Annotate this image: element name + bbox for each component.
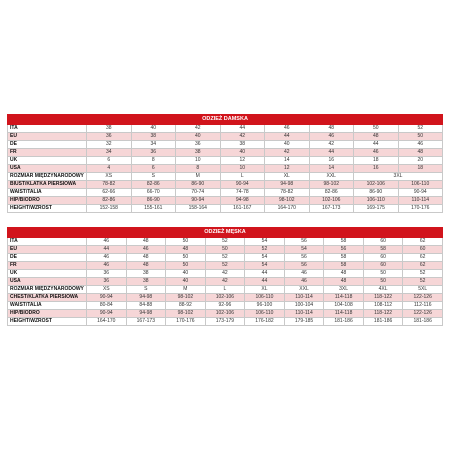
table-cell: 38	[220, 141, 265, 149]
table-cell: L	[205, 286, 245, 294]
womens-header-row	[8, 115, 443, 125]
table-cell: 48	[126, 238, 166, 246]
table-cell: 170-176	[166, 318, 206, 326]
table-cell: 46	[309, 133, 354, 141]
table-cell: 5XL	[403, 286, 443, 294]
table-cell: 86-90	[131, 197, 176, 205]
table-cell: 48	[309, 125, 354, 133]
table-cell: 42	[176, 125, 221, 133]
table-cell: 176-182	[245, 318, 285, 326]
row-label: FR	[8, 262, 87, 270]
table-cell: 56	[284, 262, 324, 270]
table-cell: 20	[398, 157, 443, 165]
table-cell: 62-66	[87, 189, 132, 197]
table-cell: 42	[265, 149, 310, 157]
table-cell: 8	[176, 165, 221, 173]
table-cell: 8	[131, 157, 176, 165]
table-cell: 14	[309, 165, 354, 173]
table-cell: 100-104	[284, 302, 324, 310]
row-label: UK	[8, 270, 87, 278]
table-cell: 46	[354, 149, 399, 157]
table-cell: 10	[220, 165, 265, 173]
table-cell: 98-102	[166, 310, 206, 318]
mens-size-table	[7, 227, 443, 326]
table-cell: 62	[403, 262, 443, 270]
row-label: DE	[8, 254, 87, 262]
table-cell: 102-106	[309, 197, 354, 205]
table-cell: 36	[87, 278, 127, 286]
table-cell: 90-94	[176, 197, 221, 205]
row-label: UK	[8, 157, 87, 165]
table-row	[8, 246, 443, 254]
table-cell: 155-161	[131, 205, 176, 213]
table-cell: 40	[166, 278, 206, 286]
table-cell: 16	[354, 165, 399, 173]
table-cell: 52	[205, 262, 245, 270]
table-cell: 46	[398, 141, 443, 149]
table-cell: 80-84	[87, 302, 127, 310]
table-row	[8, 173, 443, 181]
table-cell: 112-116	[403, 302, 443, 310]
table-cell: 50	[166, 254, 206, 262]
table-cell: 38	[131, 133, 176, 141]
table-cell: 44	[245, 270, 285, 278]
table-cell: 108-112	[363, 302, 403, 310]
table-cell: 52	[403, 278, 443, 286]
table-cell: 94-98	[126, 294, 166, 302]
table-cell: 58	[363, 246, 403, 254]
table-cell: 161-167	[220, 205, 265, 213]
row-label: ITA	[8, 125, 87, 133]
table-cell: 4XL	[363, 286, 403, 294]
table-cell: XL	[265, 173, 310, 181]
table-cell: L	[220, 173, 265, 181]
table-cell: 86-90	[176, 181, 221, 189]
table-cell: 10	[176, 157, 221, 165]
table-cell: 86-90	[354, 189, 399, 197]
table-cell: 90-94	[87, 310, 127, 318]
table-cell: 114-118	[324, 294, 364, 302]
table-cell: 152-158	[87, 205, 132, 213]
table-cell: 56	[284, 238, 324, 246]
table-cell: 164-170	[265, 205, 310, 213]
table-cell: 110-114	[398, 197, 443, 205]
table-cell: 173-179	[205, 318, 245, 326]
table-cell: 58	[324, 238, 364, 246]
table-cell: 40	[176, 133, 221, 141]
table-cell: 169-175	[354, 205, 399, 213]
table-cell: 52	[205, 238, 245, 246]
table-cell: 94-98	[220, 197, 265, 205]
table-row	[8, 149, 443, 157]
table-cell: 46	[126, 246, 166, 254]
table-cell: 48	[398, 149, 443, 157]
row-label: EU	[8, 133, 87, 141]
table-cell: 32	[87, 141, 132, 149]
table-cell: 70-74	[176, 189, 221, 197]
table-cell: 74-78	[220, 189, 265, 197]
table-cell: 54	[245, 254, 285, 262]
table-row	[8, 189, 443, 197]
table-cell: 38	[87, 125, 132, 133]
table-cell: 38	[176, 149, 221, 157]
table-cell: XL	[245, 286, 285, 294]
table-cell: 42	[309, 141, 354, 149]
table-cell: 48	[126, 254, 166, 262]
table-cell: 50	[205, 246, 245, 254]
table-cell: 52	[245, 246, 285, 254]
table-cell: 44	[220, 125, 265, 133]
table-cell: 52	[205, 254, 245, 262]
table-cell: 14	[265, 157, 310, 165]
table-cell: 50	[398, 133, 443, 141]
row-label: FR	[8, 149, 87, 157]
table-cell: 6	[87, 157, 132, 165]
table-row	[8, 302, 443, 310]
table-cell: 44	[245, 278, 285, 286]
table-cell: 60	[363, 238, 403, 246]
table-cell: 56	[324, 246, 364, 254]
table-row	[8, 238, 443, 246]
table-cell: 50	[166, 238, 206, 246]
table-row	[8, 197, 443, 205]
table-cell: 54	[284, 246, 324, 254]
row-label: HEIGHT/WZROST	[8, 205, 87, 213]
table-cell: 118-122	[363, 294, 403, 302]
table-cell: 62	[403, 254, 443, 262]
table-cell: 78-82	[265, 189, 310, 197]
table-cell: 106-110	[354, 197, 399, 205]
row-label: ITA	[8, 238, 87, 246]
table-cell: 42	[220, 133, 265, 141]
table-row	[8, 286, 443, 294]
row-label: DE	[8, 141, 87, 149]
table-cell: 46	[284, 278, 324, 286]
row-label: ROZMIAR MIĘDZYNARODOWY	[8, 286, 87, 294]
table-cell: 118-122	[363, 310, 403, 318]
table-cell: 54	[245, 238, 285, 246]
table-cell: 60	[363, 254, 403, 262]
table-cell: 90-94	[87, 294, 127, 302]
table-cell: 110-114	[284, 310, 324, 318]
table-row	[8, 278, 443, 286]
table-cell: 38	[126, 278, 166, 286]
table-cell: XXL	[284, 286, 324, 294]
row-label: WAIST/TALIA	[8, 302, 87, 310]
table-cell: 106-110	[398, 181, 443, 189]
row-label: USA	[8, 165, 87, 173]
table-row	[8, 133, 443, 141]
table-cell: 94-98	[126, 310, 166, 318]
table-cell: 4	[87, 165, 132, 173]
table-cell: 50	[363, 270, 403, 278]
table-cell: 94-98	[265, 181, 310, 189]
table-row	[8, 318, 443, 326]
table-cell: 122-126	[403, 294, 443, 302]
table-cell: 167-173	[309, 205, 354, 213]
table-cell: 158-164	[176, 205, 221, 213]
table-cell: 52	[398, 125, 443, 133]
womens-size-table	[7, 114, 443, 213]
table-cell: 106-110	[245, 310, 285, 318]
table-row	[8, 205, 443, 213]
table-row	[8, 181, 443, 189]
table-cell: 44	[265, 133, 310, 141]
table-cell: 90-94	[398, 189, 443, 197]
table-cell: 58	[324, 254, 364, 262]
table-cell: S	[131, 173, 176, 181]
table-cell: 50	[354, 125, 399, 133]
table-cell: 179-185	[284, 318, 324, 326]
table-cell: 102-106	[205, 310, 245, 318]
table-cell: M	[176, 173, 221, 181]
table-row	[8, 165, 443, 173]
row-label: USA	[8, 278, 87, 286]
table-cell: 98-102	[309, 181, 354, 189]
row-label: WAIST/TALIA	[8, 189, 87, 197]
row-label: ROZMIAR MIĘDZYNARODOWY	[8, 173, 87, 181]
table-row	[8, 294, 443, 302]
table-cell: 12	[265, 165, 310, 173]
table-cell: 3XL	[324, 286, 364, 294]
table-cell: 98-102	[166, 294, 206, 302]
table-cell: 34	[87, 149, 132, 157]
table-cell: M	[166, 286, 206, 294]
table-cell: 78-82	[87, 181, 132, 189]
row-label: HEIGHT/WZROST	[8, 318, 87, 326]
table-cell: XS	[87, 173, 132, 181]
row-label: HIP/BIODRO	[8, 197, 87, 205]
table-cell: 12	[220, 157, 265, 165]
table-cell: 42	[205, 270, 245, 278]
table-cell: 82-86	[131, 181, 176, 189]
table-cell: 114-118	[324, 310, 364, 318]
table-cell: 50	[166, 262, 206, 270]
table-cell: 40	[131, 125, 176, 133]
mens-table-title: ODZIEŻ MĘSKA	[8, 228, 443, 238]
table-cell: 48	[354, 133, 399, 141]
row-label: HIP/BIODRO	[8, 310, 87, 318]
table-cell: 34	[131, 141, 176, 149]
table-row	[8, 262, 443, 270]
table-cell: 38	[126, 270, 166, 278]
table-cell: 56	[284, 254, 324, 262]
row-label: EU	[8, 246, 87, 254]
table-cell: 36	[176, 141, 221, 149]
table-cell: S	[126, 286, 166, 294]
table-row	[8, 270, 443, 278]
table-cell: 84-88	[126, 302, 166, 310]
table-cell: 48	[166, 246, 206, 254]
table-cell: 181-186	[403, 318, 443, 326]
table-row	[8, 157, 443, 165]
table-cell: 98-102	[265, 197, 310, 205]
table-cell: 16	[309, 157, 354, 165]
table-cell: 46	[284, 270, 324, 278]
table-cell: 58	[324, 262, 364, 270]
table-cell: 82-86	[87, 197, 132, 205]
table-row	[8, 141, 443, 149]
table-cell: 181-186	[324, 318, 364, 326]
table-cell: 18	[354, 157, 399, 165]
mens-header-row	[8, 228, 443, 238]
table-cell: 48	[126, 262, 166, 270]
table-cell: 66-70	[131, 189, 176, 197]
table-cell: 42	[205, 278, 245, 286]
womens-table-title: ODZIEŻ DAMSKA	[8, 115, 443, 125]
table-cell: 90-94	[220, 181, 265, 189]
table-cell: 36	[87, 133, 132, 141]
table-cell: 46	[87, 238, 127, 246]
table-cell: 104-108	[324, 302, 364, 310]
table-cell: 3XL	[354, 173, 443, 181]
table-cell: 62	[403, 238, 443, 246]
table-cell: 40	[166, 270, 206, 278]
table-cell: 60	[363, 262, 403, 270]
table-cell: 36	[131, 149, 176, 157]
table-row	[8, 125, 443, 133]
table-cell: XS	[87, 286, 127, 294]
table-cell: 48	[324, 278, 364, 286]
table-cell: 36	[87, 270, 127, 278]
row-label: BIUST/KLATKA PIERSIOWA	[8, 181, 87, 189]
table-cell: 48	[324, 270, 364, 278]
table-cell: 40	[220, 149, 265, 157]
table-cell: 46	[265, 125, 310, 133]
table-cell: 170-176	[398, 205, 443, 213]
table-cell: XXL	[309, 173, 354, 181]
table-cell: 122-126	[403, 310, 443, 318]
table-cell: 102-106	[354, 181, 399, 189]
table-cell: 96-100	[245, 302, 285, 310]
table-cell: 92-96	[205, 302, 245, 310]
table-row	[8, 310, 443, 318]
table-cell: 44	[87, 246, 127, 254]
table-cell: 106-110	[245, 294, 285, 302]
table-cell: 46	[87, 254, 127, 262]
table-cell: 167-173	[126, 318, 166, 326]
table-row	[8, 254, 443, 262]
table-cell: 50	[363, 278, 403, 286]
row-label: CHEST/KLATKA PIERSIOWA	[8, 294, 87, 302]
table-cell: 60	[403, 246, 443, 254]
table-cell: 44	[309, 149, 354, 157]
table-cell: 46	[87, 262, 127, 270]
table-cell: 82-86	[309, 189, 354, 197]
table-cell: 54	[245, 262, 285, 270]
table-cell: 88-92	[166, 302, 206, 310]
table-cell: 110-114	[284, 294, 324, 302]
table-cell: 44	[354, 141, 399, 149]
table-cell: 164-170	[87, 318, 127, 326]
table-cell: 181-186	[363, 318, 403, 326]
table-cell: 52	[403, 270, 443, 278]
table-cell: 6	[131, 165, 176, 173]
table-cell: 40	[265, 141, 310, 149]
table-cell: 18	[398, 165, 443, 173]
table-cell: 102-106	[205, 294, 245, 302]
